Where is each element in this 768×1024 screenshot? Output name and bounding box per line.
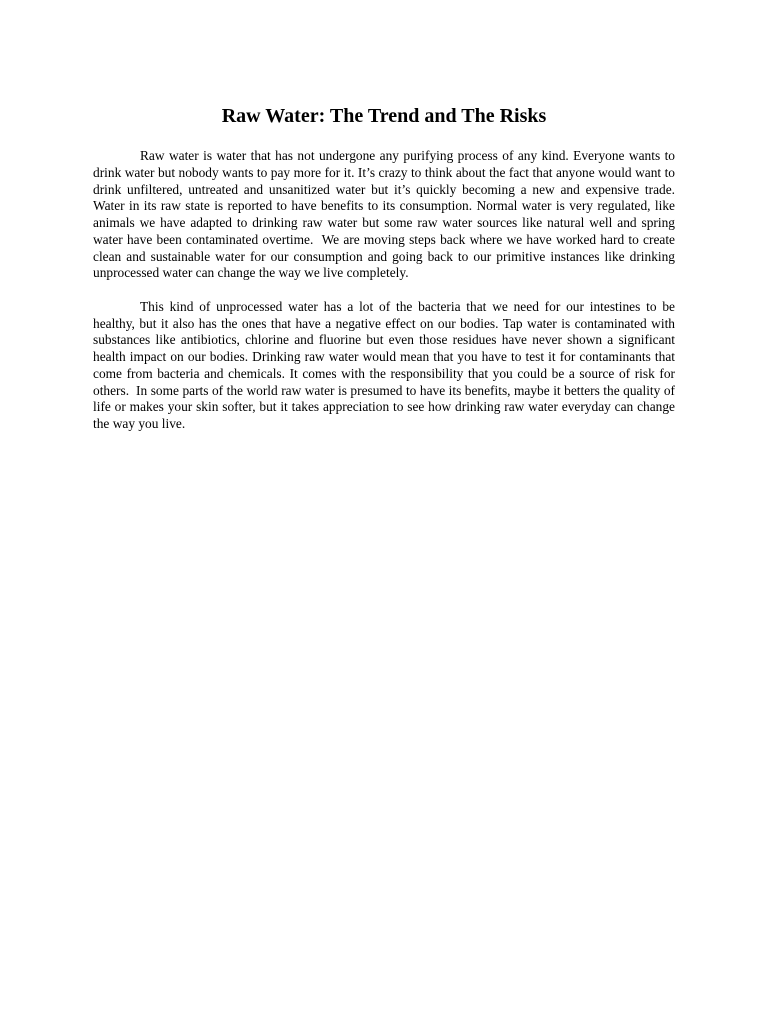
paragraph-1: Raw water is water that has not undergone any purifying process of any kind. Everyone wants to drink water but nobody wants to pay more for it. It’s crazy to think about the fact that anyone would want to drink unfiltered, untreated and unsanitized water but it’s quickly becoming a new and expensive trade. Water in its raw state is reported to have benefits to its consumption. Normal water is very regulated, like animals we have adapted to drinking raw water but some raw water sources like natural well and spring water have been contaminated overtime. We are moving steps back where we have worked hard to create clean and sustainable water for our consumption and going back to our primitive instances like drinking unprocessed water can change the way we live completely.	[93, 148, 679, 281]
paragraph-2: This kind of unprocessed water has a lot of the bacteria that we need for our intestines to be healthy, but it also has the ones that have a negative effect on our bodies. Tap water is contaminated with substances like antibiotics, chlorine and fluorine but even those residues have never shown a significant health impact on our bodies. Drinking raw water would mean that you have to test it for contaminants that come from bacteria and chemicals. It comes with the responsibility that you could be a source of risk for others. In some parts of the world raw water is presumed to have its benefits, maybe it betters the quality of life or makes your skin softer, but it takes appreciation to see how drinking raw water everyday can change the way you live.	[93, 298, 679, 431]
document-title: Raw Water: The Trend and The Risks	[221, 105, 547, 127]
document-body	[93, 148, 679, 433]
